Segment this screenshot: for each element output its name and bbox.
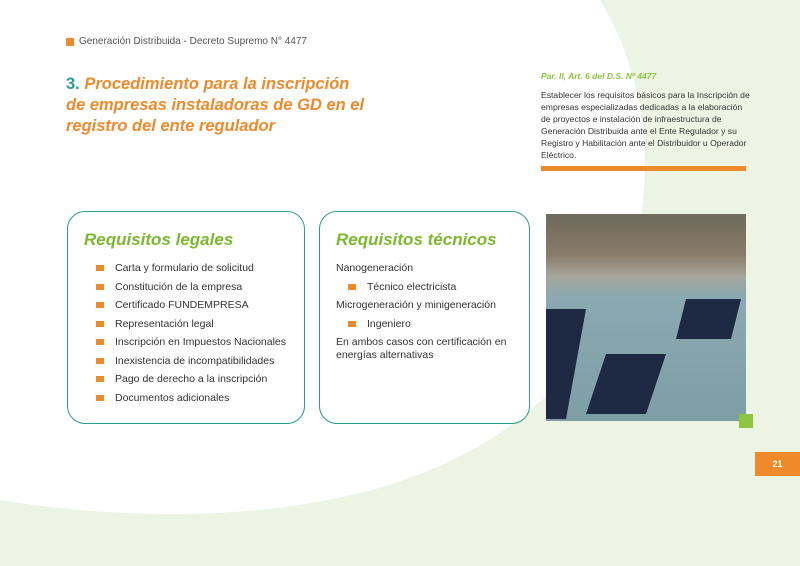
legal-reference: Par. II, Art. 6 del D.S. Nº 4477 xyxy=(541,71,657,81)
list-item: Inscripción en Impuestos Nacionales xyxy=(84,333,288,352)
list-item: Ingeniero xyxy=(336,315,513,334)
section-number: 3. xyxy=(66,75,80,93)
list-item: Carta y formulario de solicitud xyxy=(84,259,288,278)
list-item: Pago de derecho a la inscripción xyxy=(84,370,288,389)
card-title: Requisitos legales xyxy=(84,230,234,249)
technical-requirements-card xyxy=(319,211,530,424)
list-item: Documentos adicionales xyxy=(84,389,288,408)
list-item: Técnico electricista xyxy=(336,278,513,297)
solar-panel xyxy=(676,299,741,339)
section-title-text: Procedimiento para la inscripción de empresas instaladoras de GD en el registro del ente regulador xyxy=(66,75,365,135)
list-heading: Microgeneración y minigeneración xyxy=(336,299,496,311)
green-square-decoration xyxy=(739,414,753,428)
running-header xyxy=(66,36,307,47)
card-title: Requisitos técnicos xyxy=(336,230,497,249)
square-bullet-icon xyxy=(66,38,74,46)
header-text: Generación Distribuida - Decreto Supremo N° 4477 xyxy=(79,36,307,47)
list-item: Constitución de la empresa xyxy=(84,278,288,297)
legal-requirements-card xyxy=(67,211,305,424)
list-item: Representación legal xyxy=(84,315,288,334)
note: En ambos casos con certificación en energías alternativas xyxy=(336,336,507,361)
page-number: 21 xyxy=(755,452,800,476)
section-title xyxy=(66,74,366,137)
list-item: Inexistencia de incompatibilidades xyxy=(84,352,288,371)
list-heading: Nanogeneración xyxy=(336,262,414,274)
list-item: Certificado FUNDEMPRESA xyxy=(84,296,288,315)
description: Establecer los requisitos básicos para la Inscripción de empresas especializadas dedicadas a la elaboración de proyectos e instalación de infraestructura de Generación Distribuida ante el Ente Regulador y su Registro y Habilitación ante el Distribuidor u Operador Eléctrico. xyxy=(541,90,750,160)
divider-bar xyxy=(541,166,746,171)
solar-installation-photo xyxy=(546,214,746,421)
